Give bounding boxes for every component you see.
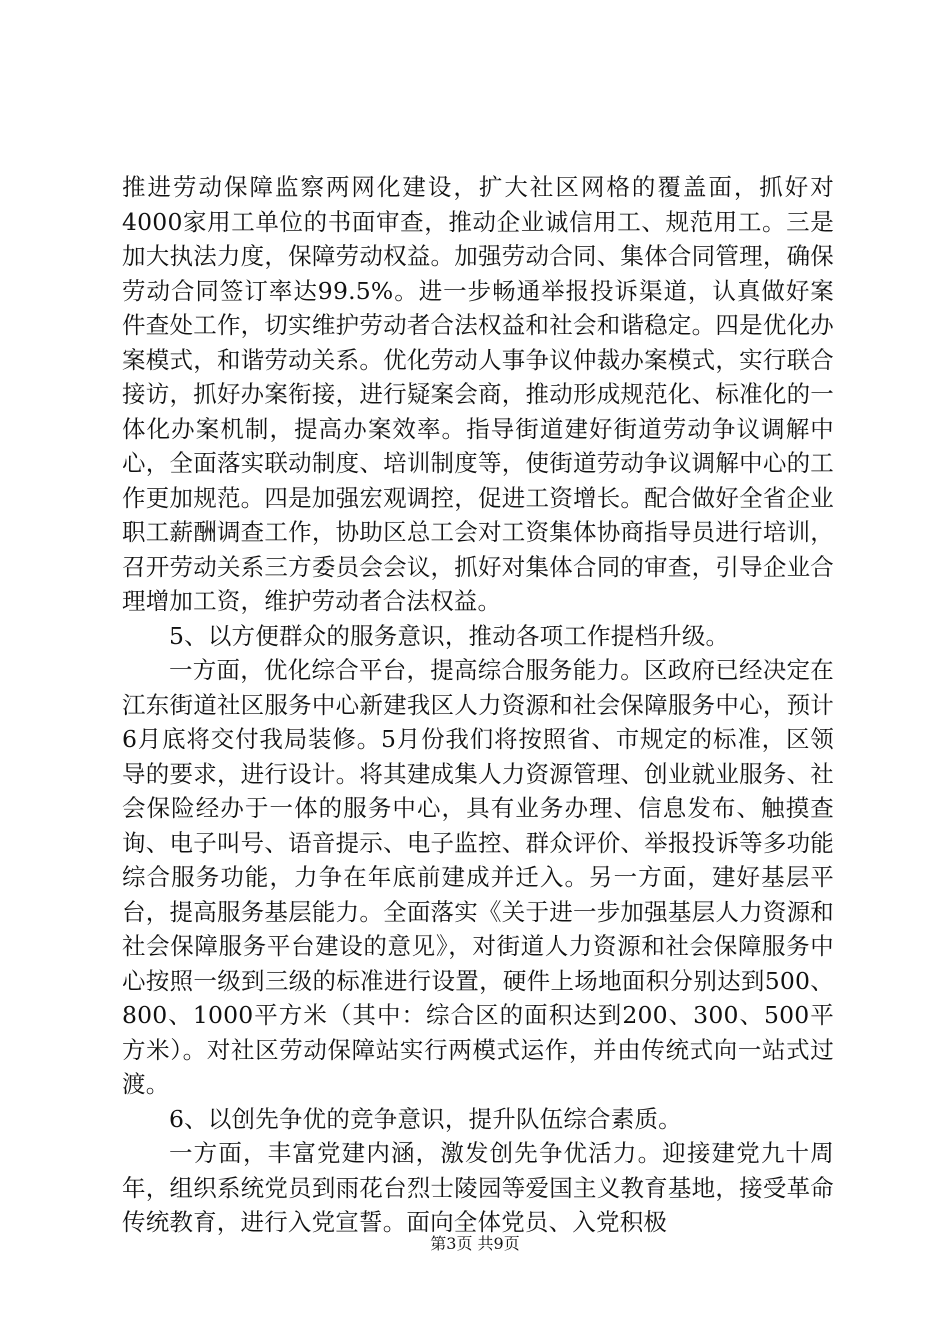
paragraph-service-platform: 一方面，优化综合平台，提高综合服务能力。区政府已经决定在江东街道社区服务中心新建我区人力资源和社会保障服务中心，预计6月底将交付我局装修。5月份我们将按照省、市规定的标准，区领导的要求，进行设计。将其建成集人力资源管理、创业就业服务、社会保险经办于一体的服务中心，具有业务办理、信息发布、触摸查询、电子叫号、语音提示、电子监控、群众评价、举报投诉等多功能综合服务功能，力争在年底前建成并迁入。另一方面，建好基层平台，提高服务基层能力。全面落实《关于进一步加强基层人力资源和社会保障服务平台建设的意见》，对街道人力资源和社会保障服务中心按照一级到三级的标准进行设置，硬件上场地面积分别达到500、800、1000平方米（其中：综合区的面积达到200、300、500平方米）。对社区劳动保障站实行两模式运作，并由传统式向一站式过渡。 — [122, 656, 834, 1098]
section-heading-6: 6、以创先争优的竞争意识，提升队伍综合素质。 — [169, 1104, 682, 1133]
paragraph-continuation: 推进劳动保障监察两网化建设，扩大社区网格的覆盖面，抓好对4000家用工单位的书面审查，推动企业诚信用工、规范用工。三是加大执法力度，保障劳动权益。加强劳动合同、集体合同管理，确保劳动合同签订率达99.5%。进一步畅通举报投诉渠道，认真做好案件查处工作，切实维护劳动者合法权益和社会和谐稳定。四是优化办案模式，和谐劳动关系。优化劳动人事争议仲裁办案模式，实行联合接访，抓好办案衔接，进行疑案会商，推动形成规范化、标准化的一体化办案机制，提高办案效率。指导街道建好街道劳动争议调解中心，全面落实联动制度、培训制度等，使街道劳动争议调解中心的工作更加规范。四是加强宏观调控，促进工资增长。配合做好全省企业职工薪酬调查工作，协助区总工会对工资集体协商指导员进行培训，召开劳动关系三方委员会会议，抓好对集体合同的审查，引导企业合理增加工资，维护劳动者合法权益。 — [122, 173, 834, 615]
section-heading-5: 5、以方便群众的服务意识，推动各项工作提档升级。 — [169, 621, 730, 650]
paragraph-party-building: 一方面，丰富党建内涵，激发创先争优活力。迎接建党九十周年，组织系统党员到雨花台烈士陵园等爱国主义教育基地，接受革命传统教育，进行入党宣誓。面向全体党员、入党积极 — [122, 1139, 834, 1236]
document-body — [122, 170, 834, 1240]
page-number-footer: 第3页 共9页 — [430, 1234, 520, 1253]
